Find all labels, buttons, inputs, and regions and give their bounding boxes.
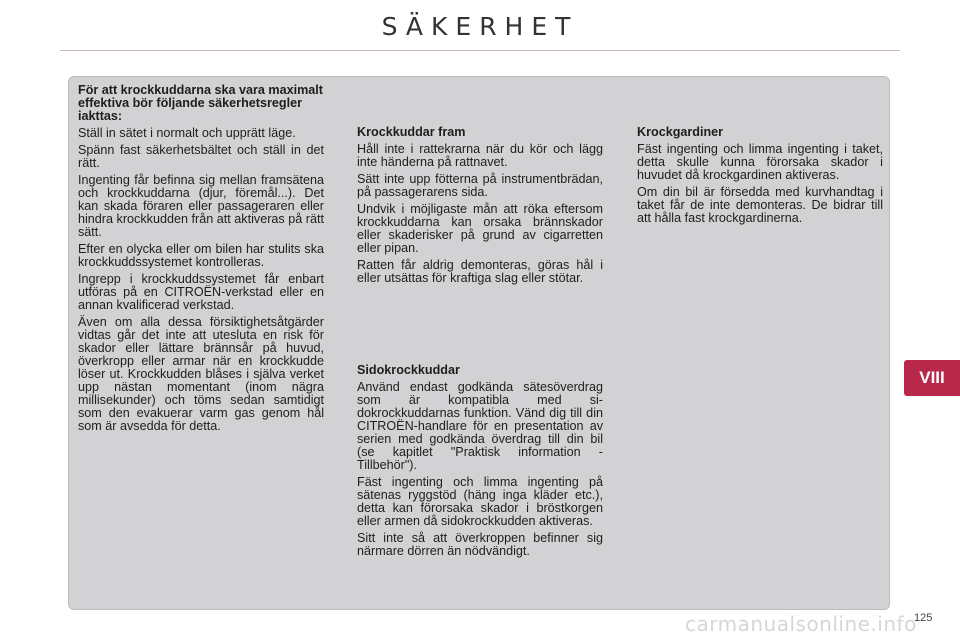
- front-airbags-heading: Krockkuddar fram: [357, 125, 466, 139]
- paragraph: Om din bil är försedda med kurvhandtag i taket får de inte demonteras. De bidrar till att hålla fast krockgardinerna.: [637, 185, 883, 225]
- paragraph: Efter en olycka eller om bilen har stulits ska krockkuddssystemet kontrolleras.: [78, 242, 324, 269]
- curtain-airbags-heading: Krockgardiner: [637, 125, 724, 139]
- paragraph: Ratten får aldrig demonteras, göras hål i eller utsättas för kraftiga slag eller stötar.: [357, 258, 603, 285]
- paragraph: Sätt inte upp fötterna på instrumentbrädan, på passagerarens sida.: [357, 172, 603, 199]
- paragraph: Fäst ingenting och limma ingenting på sätenas ryggstöd (häng inga kläder etc.), detta kan förorsaka skador i bröstkorgen eller armen då sidokrockkudden aktiveras.: [357, 475, 603, 528]
- page-number: 125: [914, 612, 933, 624]
- paragraph: Undvik i möjligaste mån att röka eftersom krockkuddarna kan orsaka brännskador eller skaderisker på grund av cigarretten eller pipan.: [357, 202, 603, 255]
- paragraph: Sitt inte så att överkroppen befinner sig närmare dörren än nödvändigt.: [357, 531, 603, 558]
- paragraph: Även om alla dessa försiktighetsåtgärder vidtas går det inte att utesluta en risk för skador eller lättare brännsår på huvud, överkropp eller armar när en krockkudde löser ut. Krockkudden blåses i själva verket upp nästan momentant (inom nägra millisekunder) och töms sedan samtidigt som den evakuerar varm gas genom hål som är avsedda för detta.: [78, 315, 324, 433]
- paragraph: Håll inte i rattekrarna när du kör och lägg inte händerna på rattnavet.: [357, 142, 603, 169]
- chapter-tab[interactable]: VIII: [904, 360, 960, 396]
- watermark: carmanualsonline.info: [685, 612, 917, 636]
- column-curtain-airbags: [637, 126, 883, 229]
- paragraph: Fäst ingenting och limma ingenting i taket, detta skulle kunna förorsaka skador i huvudet då krockgardinen aktiveras.: [637, 142, 883, 182]
- paragraph: Ingrepp i krockkuddssystemet får enbart utföras på en CITROËN-verkstad eller en annan kvalificerad verkstad.: [78, 272, 324, 312]
- general-rules-heading: För att krockkuddarna ska vara maximalt effektiva bör följande säkerhetsregler iakttas:: [78, 83, 323, 123]
- page-title: SÄKERHET: [381, 12, 579, 41]
- column-side-airbags: [357, 364, 603, 562]
- paragraph: Ingenting får befinna sig mellan framsätena och krockkuddarna (djur, föremål...). Det kan skada föraren eller passageraren eller hindra krockkudden från att aktiveras på rätt sätt.: [78, 173, 324, 239]
- paragraph: Använd endast godkända sätesöverdrag som är kompatibla med sidokrockkuddarnas funktion. Vänd dig till din CITROËN-handlare för en presentation av serien med godkända överdrag till din bil (se kapitlet "Praktisk information - Tillbehör").: [357, 380, 603, 472]
- column-front-airbags: [357, 126, 603, 289]
- paragraph: Ställ in sätet i normalt och upprätt läge.: [78, 126, 296, 140]
- paragraph: Spänn fast säkerhetsbältet och ställ in det rätt.: [78, 143, 324, 170]
- side-airbags-heading: Sidokrockkuddar: [357, 363, 460, 377]
- column-general-rules: [78, 84, 324, 437]
- title-divider: [60, 50, 900, 51]
